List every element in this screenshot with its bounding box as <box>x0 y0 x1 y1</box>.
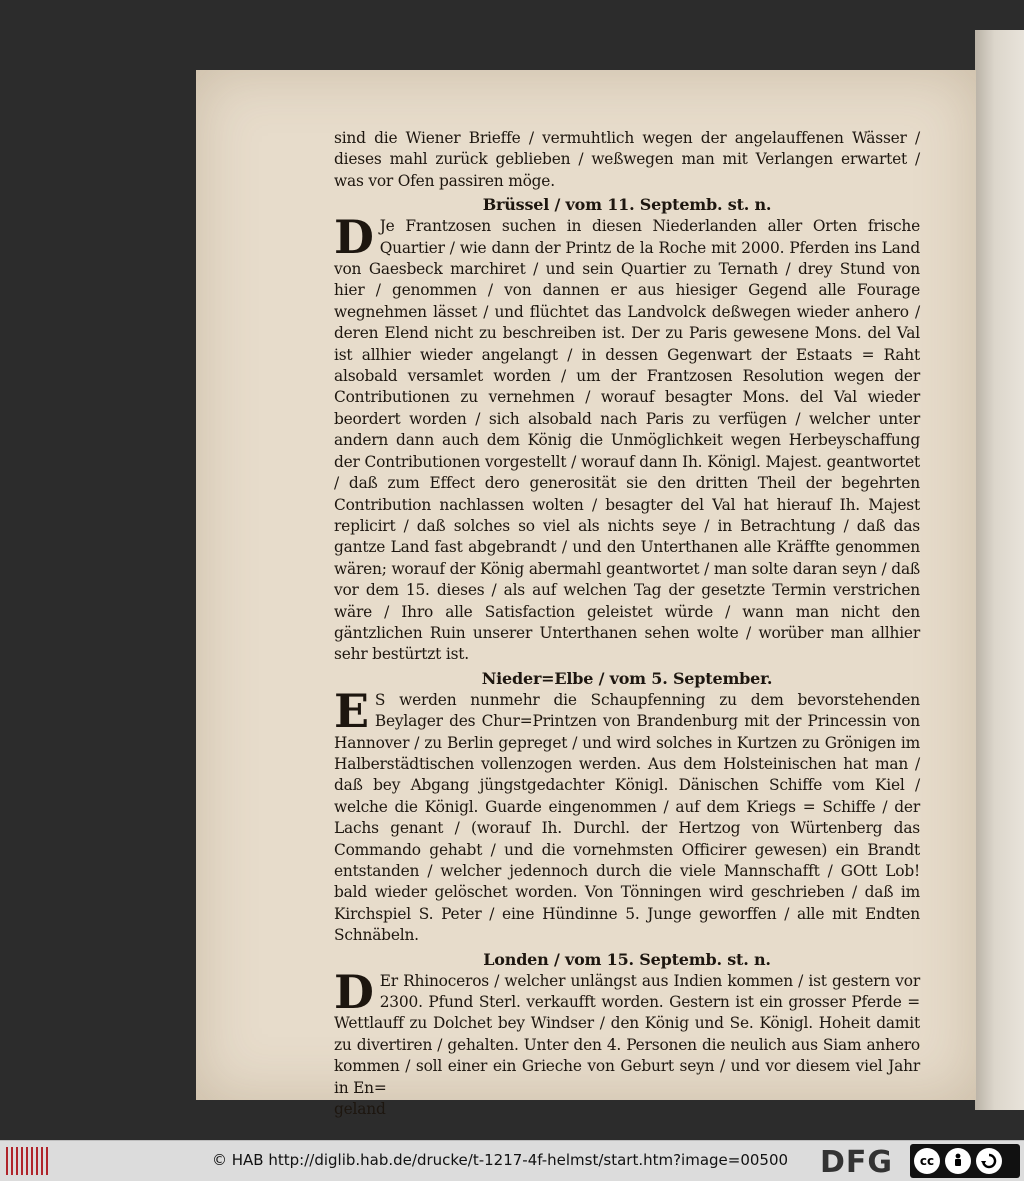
section-text: Je Frantzosen suchen in diesen Niederlanden aller Orten frische Quartier / wie dann der Printz de la Roche mit 2000. Pferden ins Land von Gaesbeck marchiret / und sein Quartier zu Ternath / drey Stund von hier / genommen / von dannen er aus hiesiger Gegend alle Fourage wegnehmen lässet / und flüchtet das Landvolck deßwegen wieder anhero / deren Elend nicht zu beschreiben ist. Der zu Paris gewesene Mons. del Val ist allhier wieder angelangt / in dessen Gegenwart der Estaats = Raht alsobald versamlet worden / um der Frantzosen Resolution wegen der Contributionen zu vernehmen / worauf besagter Mons. del Val wieder beordert worden / sich alsobald nach Paris zu verfügen / welcher unter andern dann auch dem König die Unmöglichkeit wegen Herbeyschaffung der Contributionen vorgestellt / worauf dann Ih. Königl. Majest. geantwortet / daß zum Effect dero generosität sie den dritten Theil der begehrten Contribution nachlassen wolten / besagter del Val hat hierauf Ih. Majest replicirt / daß solches so viel als nichts seye / in Betrachtung / daß das gantze Land fast abgebrandt / und den Unterthanen alle Kräffte genommen wären; worauf der König abermahl geantwortet / man solte daran seyn / daß vor dem 15. dieses / als auf welchen Tag der gesetzte Termin verstrichen wäre / Ihro alle Satisfaction geleistet würde / wann man nicht den gäntzlichen Ruin unserer Unterthanen sehen wolte / worüber man allhier sehr bestürtzt ist. <box>334 217 920 664</box>
section-heading-bruessel: Brüssel / vom 11. Septemb. st. n. <box>482 195 772 215</box>
viewer-footer <box>0 1140 1024 1181</box>
cc-icon: cc <box>914 1148 940 1174</box>
sa-icon <box>976 1148 1002 1174</box>
intro-paragraph: sind die Wiener Brieffe / vermuhtlich wegen der angelauffenen Wässer / dieses mahl zurück geblieben / weßwegen man mit Verlangen erwartet / was vor Ofen passiren möge. <box>334 129 920 190</box>
dropcap: D <box>334 964 374 1019</box>
section-paragraph-bruessel <box>334 210 920 666</box>
section-paragraph-nieder-elbe <box>334 683 920 947</box>
adjacent-page-edge <box>975 30 1024 1110</box>
dfg-logo: DFG <box>820 1145 894 1180</box>
by-icon <box>945 1148 971 1174</box>
section-text: S werden nunmehr die Schaupfenning zu dem bevorstehenden Beylager des Chur=Printzen von Brandenburg mit der Princessin von Hannover / zu Berlin gepreget / und wird solches in Kurtzen zu Grönigen im Halberstädtischen vollenzogen werden. Aus dem Holsteinischen hat man / daß bey Abgang jüngstgedachter Königl. Dänischen Schiffe vom Kiel / welche die Königl. Guarde eingenommen / auf dem Kriegs = Schiffe / der Lachs genant / (worauf Ih. Durchl. der Hertzog von Würtenberg das Commando gehabt / und die vornehmsten Officirer gewesen) ein Brandt entstanden / welcher jedennoch durch die viele Mannschafft / GOtt Lob! bald wieder gelöschet worden. Von Tönningen wird geschrieben / daß im Kirchspiel S. Peter / eine Hündinne 5. Junge geworffen / alle mit Endten Schnäbeln. <box>334 690 920 945</box>
dropcap: E <box>334 683 369 738</box>
section-heading-londen: Londen / vom 15. Septemb. st. n. <box>483 949 771 969</box>
section-paragraph-londen <box>334 964 920 1099</box>
library-logo-icon <box>6 1147 48 1175</box>
page-text <box>334 128 920 1120</box>
catchword: geland <box>334 1100 386 1119</box>
document-page <box>196 70 976 1119</box>
cc-license-badge[interactable] <box>910 1144 1020 1178</box>
section-text: Er Rhinoceros / welcher unlängst aus Indien kommen / ist gestern vor 2300. Pfund Sterl. verkaufft worden. Gestern ist ein grosser Pferde = Wettlauff zu Dolchet bey Windser / den König und Se. Königl. Hoheit damit zu divertiren / gehalten. Unter den 4. Personen die neulich aus Siam anhero kommen / soll einer ein Grieche von Geburt seyn / und vor diesem viel Jahr in En= <box>334 971 920 1097</box>
dropcap: D <box>334 210 374 265</box>
attribution-link[interactable]: © HAB http://diglib.hab.de/drucke/t-1217-4f-helmst/start.htm?image=00500 <box>212 1151 789 1169</box>
section-heading-nieder-elbe: Nieder=Elbe / vom 5. September. <box>481 668 773 688</box>
